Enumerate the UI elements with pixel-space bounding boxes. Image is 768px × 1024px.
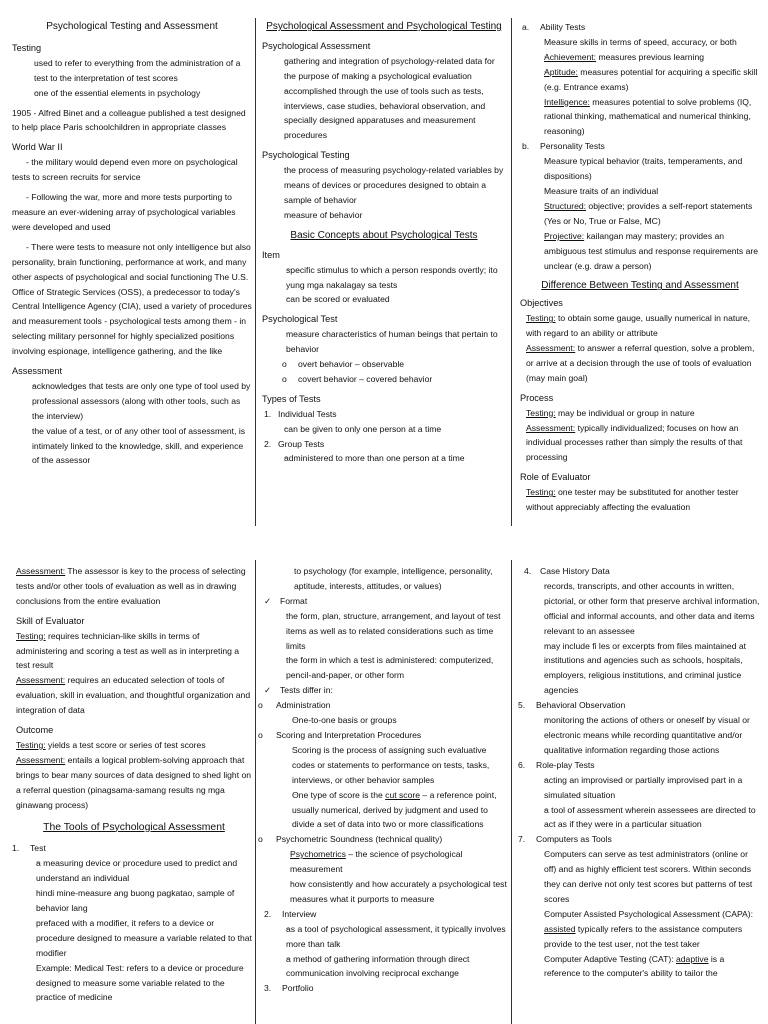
heading-testing: Testing	[12, 42, 42, 53]
definition: measures potential for acquiring a specific skill (e.g. Entrance exams)	[544, 66, 758, 92]
paragraph	[520, 406, 760, 421]
list-item	[12, 379, 252, 424]
term: Assessment:	[16, 566, 66, 576]
term: Assessment:	[526, 422, 576, 433]
paragraph	[16, 629, 252, 674]
list-item-text: the form, plan, structure, arrangement, and layout of test items as well as to related considerations such as time limits	[286, 610, 501, 651]
definition: requires technician-like skills in terms of administering and scoring a test as well as in interpreting a test result	[16, 630, 240, 671]
heading-objectives: Objectives	[520, 298, 563, 309]
page2-column-2	[258, 564, 508, 996]
definition: typically refers to the assistance computers provide to the test user, not the test taker	[544, 923, 743, 949]
list-item	[520, 952, 762, 982]
term: Testing:	[526, 407, 556, 418]
definition: objective; provides a self-report statements (Yes or No, True or False, MC)	[544, 200, 753, 226]
list-item	[262, 609, 508, 654]
heading-skill: Skill of Evaluator	[16, 615, 85, 626]
bullet-circle-icon: o	[258, 834, 263, 845]
page-gap	[0, 528, 768, 556]
list-item-text: Example: Medical Test: refers to a device or procedure designed to measure some variable related to the practice of medicine	[36, 962, 244, 1003]
list-item	[520, 639, 762, 699]
term: Computer Adaptive Testing (CAT):	[544, 953, 674, 964]
term: assisted	[544, 923, 576, 934]
list-item	[520, 803, 762, 833]
definition: Measure skills in terms of speed, accuracy, or both	[544, 36, 737, 47]
term: Assessment:	[16, 675, 66, 686]
list-item-text: the form in which a test is administered: computerized, pencil-and-paper, or other form	[286, 655, 494, 681]
list-item	[520, 847, 762, 907]
list-item	[262, 743, 508, 788]
list-item-text: prefaced with a modifier, it refers to a device or procedure designed to measure a variable related to that modifier	[36, 917, 252, 958]
paragraph	[16, 673, 252, 718]
list-item-text: the process of measuring psychology-related variables by means of devices or procedures designed to obtain a sample of behavior	[284, 165, 504, 205]
bullet-circle-icon: o	[282, 359, 287, 370]
list-item-text: administered to more than one person at a time	[284, 453, 465, 464]
list-item-text: may include fi les or excerpts from files maintained at institutions and agencies such as schools, hospitals, employers, religious institutions, and criminal justice agencies	[544, 640, 747, 696]
list-item	[262, 653, 508, 683]
list-item-text: a measuring device or procedure used to predict and understand an individual	[36, 858, 238, 884]
list-item-text: Individual Tests	[278, 408, 337, 419]
list-item	[520, 184, 760, 199]
list-item-text: Personality Tests	[540, 141, 605, 152]
list-item	[262, 357, 506, 372]
list-item	[262, 263, 506, 293]
list-item-text: Interview	[282, 908, 317, 919]
list-item-text: Behavioral Observation	[536, 700, 626, 711]
paragraph: - the military would depend even more on psychological tests to screen recruits for service	[12, 157, 238, 183]
list-item-text: Portfolio	[282, 983, 314, 994]
definition: one tester may be substituted for another tester without appreciably affecting the evaluation	[526, 487, 739, 513]
list-item	[12, 86, 252, 101]
page1-column-3	[520, 20, 760, 515]
paragraph	[16, 738, 252, 753]
term: Structured:	[544, 200, 587, 211]
paragraph-1905: 1905 - Alfred Binet and a colleague published a test designed to help place Paris schoolchildren in appropriate classes	[12, 107, 246, 133]
list-item	[12, 56, 252, 86]
page1-column-2	[262, 18, 506, 466]
list-item	[262, 594, 508, 609]
list-item-text: can be given to only one person at a time	[284, 423, 442, 434]
section-title: Psychological Assessment and Psychological Testing	[266, 21, 502, 32]
list-item-text: Format	[280, 595, 308, 606]
list-item	[262, 981, 508, 996]
column-divider	[255, 560, 256, 1024]
definition: is a reference to the computer's ability to tailor the	[544, 953, 725, 979]
list-item-text: Role-play Tests	[536, 759, 595, 770]
list-item	[520, 713, 762, 758]
personality-list	[520, 154, 760, 273]
list-item-text: measure characteristics of human beings that pertain to behavior	[286, 329, 498, 355]
term: Intelligence:	[544, 96, 590, 107]
list-item-text: Computers can serve as test administrators (online or off) and as highly efficient test scorers. Within seconds they can derive not only test scores but patterns of test scores	[544, 849, 753, 904]
list-item-text: Scoring and Interpretation Procedures	[276, 729, 422, 740]
list-item-text: gathering and integration of psychology-related data for the purpose of making a psychological evaluation	[284, 55, 495, 81]
paragraph: - There were tests to measure not only intelligence but also personality, brain functioning, performance at work, and many other aspects of psychological and social functioning The U.S. Office of Strategic Services (OSS), a predecessor to today's Central Intelligence Agency (CIA), used a variety of procedures and measurement tools - psychological tests among them - in selecting military personnel for highly specialized positions involving espionage, intelligence gathering, and the like	[12, 241, 252, 357]
list-item-text: a method of gathering information through direct communication involving reciprocal exchange	[286, 953, 470, 979]
list-item-text: Test	[30, 843, 46, 854]
list-item	[12, 424, 252, 469]
list-item	[258, 728, 508, 743]
heading-assessment: Assessment	[12, 366, 63, 377]
list-number: 4.	[524, 566, 532, 576]
list-item	[520, 139, 760, 154]
list-item	[262, 437, 506, 452]
list-item-text: Group Tests	[278, 438, 325, 449]
list-letter: a.	[522, 22, 530, 32]
list-item-text: Computers as Tools	[536, 834, 612, 845]
list-item-text: specific stimulus to which a person responds overtly; ito yung mga nakalagay sa tests	[286, 264, 498, 290]
list-item-text: One-to-one basis or groups	[292, 715, 397, 726]
list-item	[520, 758, 762, 773]
list-item	[262, 922, 508, 952]
section-title: Basic Concepts about Psychological Tests	[290, 229, 478, 241]
list-item	[520, 579, 762, 639]
list-item	[262, 451, 506, 466]
column-divider	[511, 560, 512, 1024]
list-number: 2.	[264, 438, 272, 449]
list-item	[262, 208, 506, 223]
list-item-text: monitoring the actions of others or oneself by visual or electronic means while recording quantitative and/or qualitative information regarding those actions	[544, 715, 750, 755]
term: Computer Assisted Psychological Assessment (CAPA):	[544, 908, 754, 919]
heading-psych-test: Psychological Test	[262, 314, 338, 325]
list-number: 1.	[12, 843, 20, 854]
list-item-text: overt behavior – observable	[298, 359, 405, 370]
list-item	[520, 229, 760, 274]
list-item-text: Administration	[276, 700, 331, 711]
list-item	[262, 407, 506, 422]
definition: typically individualized; focuses on how an individual processes rather than simply the results of that processing	[526, 422, 743, 463]
term: cut score	[385, 789, 421, 800]
term: Psychometrics	[290, 849, 346, 860]
definition: The assessor is key to the process of selecting tests and/or other tools of evaluation as well as in drawing conclusions from the entire evaluation	[16, 566, 246, 606]
list-number: 3.	[264, 983, 272, 994]
definition: Measure traits of an individual	[544, 185, 659, 196]
ability-list	[520, 35, 760, 139]
heading-ww2: World War II	[12, 142, 63, 153]
page2-column-1	[12, 564, 252, 1005]
list-item	[520, 564, 762, 579]
paragraph	[520, 485, 760, 515]
heading-psych-testing: Psychological Testing	[262, 150, 350, 161]
list-letter: b.	[522, 141, 530, 152]
list-item-text: records, transcripts, and other accounts in written, pictorial, or other form that preserve archival information, official and informal accounts, and other data and items relevant to an assessee	[544, 580, 760, 636]
term: Testing:	[16, 630, 46, 641]
list-item-text: covert behavior – covered behavior	[298, 373, 433, 384]
list-item-text: the value of a test, or of any other tool of assessment, is intimately linked to the knowledge, skill, and experience of the assessor	[32, 425, 246, 466]
bullet-circle-icon: o	[258, 729, 263, 740]
list-item	[262, 907, 508, 922]
list-item-text: as a tool of psychological assessment, it typically involves more than talk	[286, 923, 506, 949]
section-title: The Tools of Psychological Assessment	[43, 821, 225, 833]
list-item-text: how consistently and how accurately a psychological test measures what it purports to measure	[290, 879, 507, 904]
term: Testing:	[526, 313, 556, 324]
list-item	[262, 952, 508, 982]
list-item-text: Scoring is the process of assigning such evaluative codes or statements to performance on tests, tasks, interviews, or other behavior samples	[292, 744, 490, 785]
list-item-text: Psychometric Soundness (technical quality)	[276, 834, 443, 845]
list-number: 2.	[264, 908, 272, 919]
list-item	[520, 832, 762, 847]
paragraph	[520, 311, 760, 341]
definition: – the science of psychological measurement	[290, 849, 463, 875]
list-item-text: Case History Data	[540, 566, 610, 576]
page1-column-1	[12, 18, 252, 468]
list-item	[520, 35, 760, 50]
paragraph	[16, 753, 252, 813]
list-item	[12, 841, 252, 856]
list-item-text: one of the essential elements in psychology	[34, 87, 201, 98]
definition: to obtain some gauge, usually numerical in nature, with regard to an ability or attribute	[526, 313, 751, 339]
term: adaptive	[676, 953, 709, 964]
term: Assessment:	[16, 754, 66, 765]
term: Testing:	[526, 487, 556, 498]
definition: measures previous learning	[596, 51, 705, 62]
term: Testing:	[16, 739, 46, 750]
list-item	[520, 95, 760, 140]
list-item-text: acting an improvised or partially improvised part in a simulated situation	[544, 774, 743, 800]
section-title: Difference Between Testing and Assessment	[541, 280, 739, 292]
list-item	[520, 199, 760, 229]
column-divider	[511, 18, 512, 526]
list-number: 7.	[518, 834, 526, 845]
heading-psych-assessment: Psychological Assessment	[262, 40, 371, 51]
definition: – a reference point, usually numerical, derived by judgment and used to divide a set of data into two or more classifications	[292, 789, 497, 830]
list-item-text: hindi mine-measure ang buong pagkatao, sample of behavior lang	[36, 888, 235, 914]
list-item	[262, 54, 506, 84]
definition: to answer a referral question, solve a problem, or arrive at a decision through the use of tools of evaluation (may main goal)	[526, 343, 755, 383]
list-item	[262, 877, 508, 907]
definition: may be individual or group in nature	[555, 407, 695, 418]
list-item	[520, 907, 762, 952]
definition: Measure typical behavior (traits, temperaments, and dispositions)	[544, 156, 743, 182]
list-item	[258, 832, 508, 847]
list-number: 1.	[264, 408, 272, 419]
paragraph	[520, 341, 760, 386]
term: Achievement:	[544, 51, 597, 62]
list-item	[520, 698, 762, 713]
list-item	[262, 847, 508, 877]
term: Aptitude:	[544, 66, 578, 77]
heading-role-evaluator: Role of Evaluator	[520, 472, 591, 483]
list-item-text: accomplished through the use of tools such as tests, interviews, case studies, behavioral observation, and specially designed apparatuses and measurement procedures	[284, 85, 486, 141]
paragraph	[520, 421, 760, 466]
document-page-2	[0, 556, 768, 1024]
list-item	[262, 292, 506, 307]
list-item	[262, 84, 506, 144]
term: Assessment:	[526, 343, 576, 354]
heading-types: Types of Tests	[262, 393, 321, 404]
page2-column-3	[520, 564, 762, 981]
list-item	[16, 856, 252, 886]
list-item	[258, 698, 508, 713]
list-item-text: acknowledges that tests are only one type of tool used by professional assessors (along with other tools, such as the interview)	[32, 380, 251, 421]
heading-item: Item	[262, 249, 280, 260]
heading-outcome: Outcome	[16, 725, 54, 736]
checkmark-icon: ✓	[264, 595, 272, 606]
list-item	[520, 50, 760, 65]
term: Projective:	[544, 230, 585, 241]
list-item-text: Ability Tests	[540, 22, 586, 32]
list-number: 6.	[518, 759, 526, 770]
definition: entails a logical problem-solving approach that brings to bear many sources of data designed to shed light on a referral question (pinagsama-samang results ng mga ginawang process)	[16, 754, 252, 810]
list-item	[16, 916, 252, 961]
list-number: 5.	[518, 700, 526, 711]
list-item	[262, 713, 508, 728]
paragraph	[16, 564, 252, 609]
list-item	[262, 683, 508, 698]
list-item-text: can be scored or evaluated	[286, 294, 390, 305]
list-item	[262, 372, 506, 387]
list-item	[520, 65, 760, 95]
list-item	[262, 163, 506, 208]
list-item	[262, 422, 506, 437]
list-item	[520, 20, 760, 35]
list-item-text: a tool of assessment wherein assessees are directed to act as if they were in a particular situation	[544, 804, 756, 830]
list-item	[16, 961, 252, 1006]
list-item	[262, 327, 506, 357]
list-item-text: used to refer to everything from the administration of a test to the interpretation of test scores	[34, 57, 241, 83]
list-item	[520, 773, 762, 803]
section-title: Psychological Testing and Assessment	[46, 21, 218, 32]
bullet-circle-icon: o	[258, 700, 263, 711]
list-item-text: Tests differ in:	[280, 685, 333, 696]
definition: requires an educated selection of tools of evaluation, skill in evaluation, and thoughtful organization and integration of data	[16, 675, 251, 716]
column-divider	[255, 18, 256, 526]
bullet-circle-icon: o	[282, 373, 287, 384]
paragraph: - Following the war, more and more tests purporting to measure an ever-widening array of psychological variables were developed and used	[12, 192, 236, 232]
list-item	[520, 154, 760, 184]
paragraph: to psychology (for example, intelligence, personality, aptitude, interests, attitudes, or values)	[294, 566, 493, 591]
definition: One type of score is the	[292, 789, 386, 800]
definition: yields a test score or series of test scores	[45, 739, 206, 750]
heading-process: Process	[520, 392, 554, 403]
definition: kailangan may mastery; provides an ambiguous test stimulus and response requirements are unclear (e.g. draw a person)	[544, 230, 759, 271]
list-item-text: measure of behavior	[284, 209, 363, 220]
list-item	[16, 886, 252, 916]
list-item	[262, 788, 508, 833]
checkmark-icon: ✓	[264, 685, 272, 696]
definition: measures potential to solve problems (IQ, rational thinking, mathematical and numerical thinking, reasoning)	[544, 96, 752, 137]
